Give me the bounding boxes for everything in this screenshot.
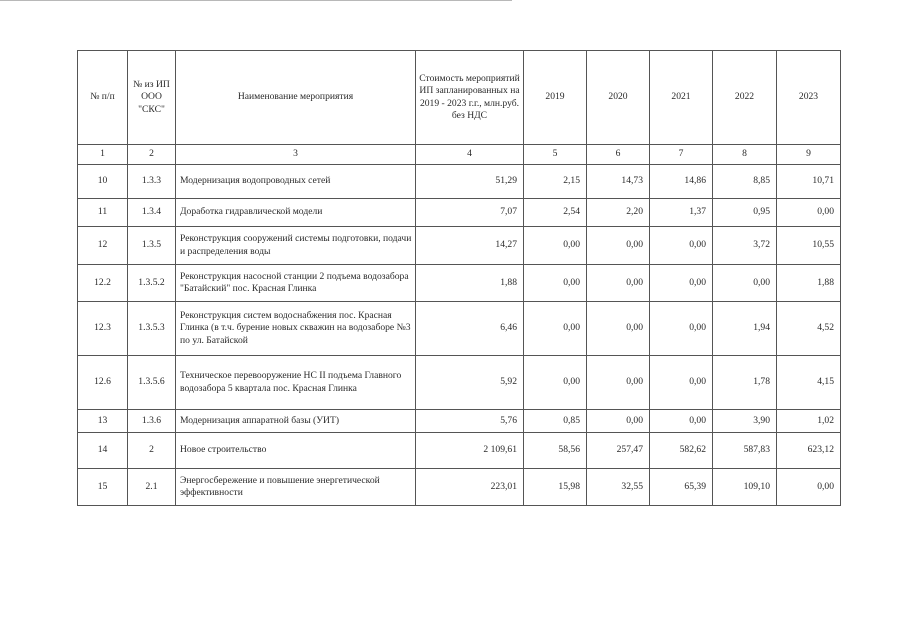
row-total-cost: 1,88 xyxy=(416,265,524,302)
row-measure-name: Реконструкция насосной станции 2 подъема водозабора "Батайский" пос. Красная Глинка xyxy=(176,265,416,302)
row-value-2023: 4,15 xyxy=(777,356,841,410)
row-value-2020: 0,00 xyxy=(587,410,650,433)
col-header-2022: 2022 xyxy=(713,51,777,145)
row-ip-code: 1.3.5.3 xyxy=(128,302,176,356)
row-value-2023: 1,88 xyxy=(777,265,841,302)
row-value-2019: 0,00 xyxy=(524,356,587,410)
row-value-2021: 0,00 xyxy=(650,410,713,433)
col-header-2021: 2021 xyxy=(650,51,713,145)
row-value-2022: 109,10 xyxy=(713,469,777,506)
table-row xyxy=(78,199,841,227)
column-index: 6 xyxy=(587,145,650,165)
row-value-2023: 623,12 xyxy=(777,433,841,469)
row-number: 13 xyxy=(78,410,128,433)
row-value-2022: 1,94 xyxy=(713,302,777,356)
row-total-cost: 223,01 xyxy=(416,469,524,506)
row-ip-code: 1.3.5.2 xyxy=(128,265,176,302)
table-row xyxy=(78,265,841,302)
row-value-2023: 10,55 xyxy=(777,227,841,265)
investment-program-table xyxy=(77,50,841,506)
row-number: 12 xyxy=(78,227,128,265)
row-value-2021: 0,00 xyxy=(650,302,713,356)
row-value-2019: 0,85 xyxy=(524,410,587,433)
row-value-2023: 1,02 xyxy=(777,410,841,433)
col-header-number: № п/п xyxy=(78,51,128,145)
row-value-2021: 14,86 xyxy=(650,165,713,199)
row-number: 12.2 xyxy=(78,265,128,302)
row-value-2023: 0,00 xyxy=(777,469,841,506)
table-row xyxy=(78,433,841,469)
column-index: 8 xyxy=(713,145,777,165)
row-value-2020: 0,00 xyxy=(587,356,650,410)
table-row xyxy=(78,469,841,506)
col-header-2020: 2020 xyxy=(587,51,650,145)
row-value-2022: 0,00 xyxy=(713,265,777,302)
row-value-2020: 0,00 xyxy=(587,265,650,302)
column-index: 2 xyxy=(128,145,176,165)
column-index: 1 xyxy=(78,145,128,165)
row-number: 15 xyxy=(78,469,128,506)
row-value-2021: 65,39 xyxy=(650,469,713,506)
row-measure-name: Энергосбережение и повышение энергетической эффективности xyxy=(176,469,416,506)
row-value-2022: 0,95 xyxy=(713,199,777,227)
row-value-2019: 0,00 xyxy=(524,302,587,356)
row-measure-name: Техническое перевооружение НС II подъема Главного водозабора 5 квартала пос. Красная Глинка xyxy=(176,356,416,410)
col-header-2019: 2019 xyxy=(524,51,587,145)
row-value-2020: 0,00 xyxy=(587,227,650,265)
row-value-2023: 10,71 xyxy=(777,165,841,199)
header-row xyxy=(78,51,841,145)
row-total-cost: 2 109,61 xyxy=(416,433,524,469)
col-header-2023: 2023 xyxy=(777,51,841,145)
row-number: 12.6 xyxy=(78,356,128,410)
row-measure-name: Доработка гидравлической модели xyxy=(176,199,416,227)
row-total-cost: 5,76 xyxy=(416,410,524,433)
row-total-cost: 51,29 xyxy=(416,165,524,199)
table-row xyxy=(78,302,841,356)
row-measure-name: Новое строительство xyxy=(176,433,416,469)
row-value-2021: 0,00 xyxy=(650,356,713,410)
row-value-2020: 32,55 xyxy=(587,469,650,506)
row-value-2019: 15,98 xyxy=(524,469,587,506)
row-total-cost: 7,07 xyxy=(416,199,524,227)
row-value-2020: 0,00 xyxy=(587,302,650,356)
column-index: 4 xyxy=(416,145,524,165)
table-row xyxy=(78,165,841,199)
row-value-2021: 0,00 xyxy=(650,265,713,302)
row-value-2021: 0,00 xyxy=(650,227,713,265)
row-value-2019: 0,00 xyxy=(524,265,587,302)
row-number: 11 xyxy=(78,199,128,227)
row-value-2021: 582,62 xyxy=(650,433,713,469)
row-value-2022: 3,90 xyxy=(713,410,777,433)
row-number: 12.3 xyxy=(78,302,128,356)
table-row xyxy=(78,356,841,410)
row-number: 14 xyxy=(78,433,128,469)
row-value-2020: 257,47 xyxy=(587,433,650,469)
table-row xyxy=(78,410,841,433)
col-header-total-cost: Стоимость мероприятий ИП запланированных на 2019 - 2023 г.г., млн.руб. без НДС xyxy=(416,51,524,145)
column-index: 3 xyxy=(176,145,416,165)
column-index: 7 xyxy=(650,145,713,165)
row-ip-code: 2 xyxy=(128,433,176,469)
col-header-ip-number: № из ИП ООО "СКС" xyxy=(128,51,176,145)
row-total-cost: 14,27 xyxy=(416,227,524,265)
row-value-2021: 1,37 xyxy=(650,199,713,227)
row-measure-name: Модернизация аппаратной базы (УИТ) xyxy=(176,410,416,433)
row-value-2023: 0,00 xyxy=(777,199,841,227)
row-value-2022: 3,72 xyxy=(713,227,777,265)
row-ip-code: 1.3.3 xyxy=(128,165,176,199)
row-value-2022: 1,78 xyxy=(713,356,777,410)
row-total-cost: 6,46 xyxy=(416,302,524,356)
row-measure-name: Модернизация водопроводных сетей xyxy=(176,165,416,199)
column-index: 9 xyxy=(777,145,841,165)
table-row xyxy=(78,227,841,265)
row-value-2019: 58,56 xyxy=(524,433,587,469)
scan-top-edge xyxy=(0,0,512,1)
row-value-2019: 2,54 xyxy=(524,199,587,227)
row-number: 10 xyxy=(78,165,128,199)
row-total-cost: 5,92 xyxy=(416,356,524,410)
row-ip-code: 1.3.5 xyxy=(128,227,176,265)
row-measure-name: Реконструкция сооружений системы подготовки, подачи и распределения воды xyxy=(176,227,416,265)
row-ip-code: 1.3.4 xyxy=(128,199,176,227)
row-value-2020: 2,20 xyxy=(587,199,650,227)
row-measure-name: Реконструкция систем водоснабжения пос. Красная Глинка (в т.ч. бурение новых скважин на водозаборе №3 по ул. Батайской xyxy=(176,302,416,356)
col-header-measure-name: Наименование мероприятия xyxy=(176,51,416,145)
row-ip-code: 1.3.6 xyxy=(128,410,176,433)
row-value-2022: 587,83 xyxy=(713,433,777,469)
row-value-2019: 0,00 xyxy=(524,227,587,265)
row-value-2019: 2,15 xyxy=(524,165,587,199)
row-value-2023: 4,52 xyxy=(777,302,841,356)
row-value-2020: 14,73 xyxy=(587,165,650,199)
row-ip-code: 1.3.5.6 xyxy=(128,356,176,410)
column-index: 5 xyxy=(524,145,587,165)
column-index-row xyxy=(78,145,841,165)
row-ip-code: 2.1 xyxy=(128,469,176,506)
row-value-2022: 8,85 xyxy=(713,165,777,199)
